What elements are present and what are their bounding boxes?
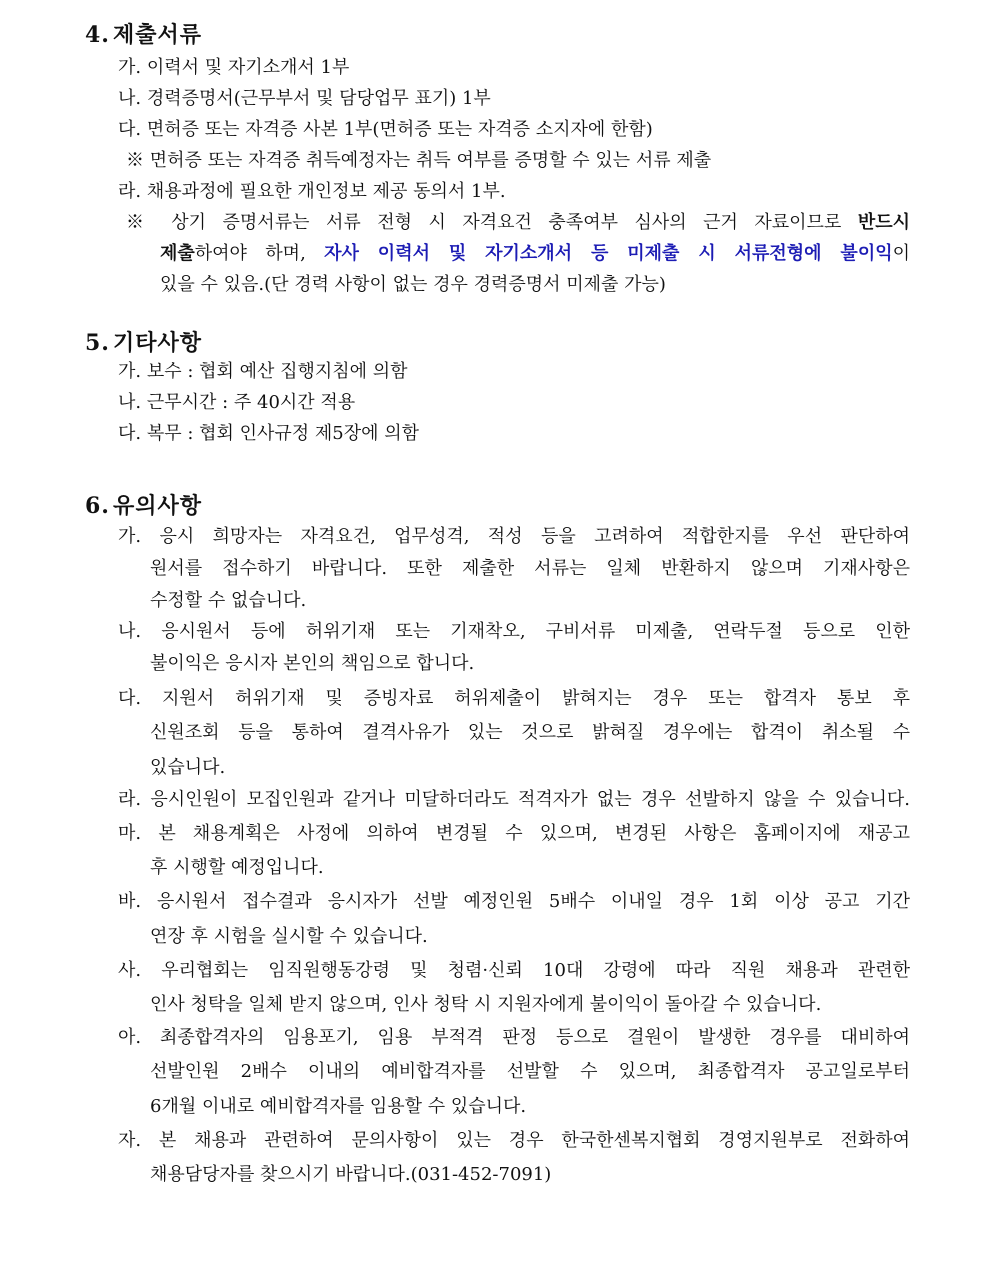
section-4-title: 4. 제출서류 [85, 22, 203, 48]
section-6-item-a-line-1: 아. 최종합격자의 임용포기, 임용 부적격 판정 등으로 결원이 발생한 경우를 대비하여 [118, 1027, 910, 1048]
section-6-item-ba-line-1: 바. 응시원서 접수결과 응시자가 선발 예정인원 5배수 이내일 경우 1회 이상 공고 기간 [118, 891, 910, 912]
section-5-item-1: 가. 보수 : 협회 예산 집행지침에 의함 [118, 361, 408, 382]
section-6-item-na-line-2: 불이익은 응시자 본인의 책임으로 합니다. [150, 653, 475, 674]
section-4-note-2-line-2: 제출하여야 하며, 자사 이력서 및 자기소개서 등 미제출 시 서류전형에 불이익이 [160, 243, 910, 264]
section-5-title: 5. 기타사항 [85, 330, 203, 356]
section-6-item-ra: 라. 응시인원이 모집인원과 같거나 미달하더라도 적격자가 없는 경우 선발하지 않을 수 있습니다. [118, 789, 910, 810]
section-6-item-ga-line-3: 수정할 수 없습니다. [150, 590, 307, 611]
section-6-item-sa-line-1: 사. 우리협회는 임직원행동강령 및 청렴·신뢰 10대 강령에 따라 직원 채용과 관련한 [118, 960, 910, 981]
section-4-note-1: ※ 면허증 또는 자격증 취득예정자는 취득 여부를 증명할 수 있는 서류 제출 [126, 150, 712, 171]
section-6-item-da-line-2: 신원조회 등을 통하여 결격사유가 있는 것으로 밝혀질 경우에는 합격이 취소될 수 [150, 722, 910, 743]
section-6-item-ma-line-2: 후 시행할 예정입니다. [150, 857, 324, 878]
section-4-note-2-line-3: 있을 수 있음.(단 경력 사항이 없는 경우 경력증명서 미제출 가능) [160, 274, 666, 295]
section-4-item-4: 라. 채용과정에 필요한 개인정보 제공 동의서 1부. [118, 181, 506, 202]
section-6-title: 6. 유의사항 [85, 493, 203, 519]
section-6-item-na-line-1: 나. 응시원서 등에 허위기재 또는 기재착오, 구비서류 미제출, 연락두절 등으로 인한 [118, 621, 910, 642]
section-6-item-ba-line-2: 연장 후 시험을 실시할 수 있습니다. [150, 926, 428, 947]
section-5-item-2: 나. 근무시간 : 주 40시간 적용 [118, 392, 356, 413]
section-4-item-2: 나. 경력증명서(근무부서 및 담당업무 표기) 1부 [118, 88, 491, 109]
section-4-item-1: 가. 이력서 및 자기소개서 1부 [118, 57, 350, 78]
section-6-item-ga-line-1: 가. 응시 희망자는 자격요건, 업무성격, 적성 등을 고려하여 적합한지를 우선 판단하여 [118, 526, 910, 547]
section-6-item-sa-line-2: 인사 청탁을 일체 받지 않으며, 인사 청탁 시 지원자에게 불이익이 돌아갈 수 있습니다. [150, 994, 822, 1015]
section-5-item-3: 다. 복무 : 협회 인사규정 제5장에 의함 [118, 423, 419, 444]
section-6-item-ga-line-2: 원서를 접수하기 바랍니다. 또한 제출한 서류는 일체 반환하지 않으며 기재사항은 [150, 558, 910, 579]
section-6-item-a-line-2: 선발인원 2배수 이내의 예비합격자를 선발할 수 있으며, 최종합격자 공고일로부터 [150, 1061, 910, 1082]
section-4-item-3: 다. 면허증 또는 자격증 사본 1부(면허증 또는 자격증 소지자에 한함) [118, 119, 653, 140]
section-6-item-da-line-3: 있습니다. [150, 757, 226, 778]
section-6-item-ja-line-2: 채용담당자를 찾으시기 바랍니다.(031-452-7091) [150, 1164, 552, 1185]
section-6-item-da-line-1: 다. 지원서 허위기재 및 증빙자료 허위제출이 밝혀지는 경우 또는 합격자 통보 후 [118, 688, 910, 709]
section-6-item-ja-line-1: 자. 본 채용과 관련하여 문의사항이 있는 경우 한국한센복지협회 경영지원부로 전화하여 [118, 1130, 910, 1151]
section-4-note-2-line-1: ※ 상기 증명서류는 서류 전형 시 자격요건 충족여부 심사의 근거 자료이므로 반드시 [126, 212, 910, 233]
section-6-item-a-line-3: 6개월 이내로 예비합격자를 임용할 수 있습니다. [150, 1096, 527, 1117]
section-6-item-ma-line-1: 마. 본 채용계획은 사정에 의하여 변경될 수 있으며, 변경된 사항은 홈페이지에 재공고 [118, 823, 910, 844]
